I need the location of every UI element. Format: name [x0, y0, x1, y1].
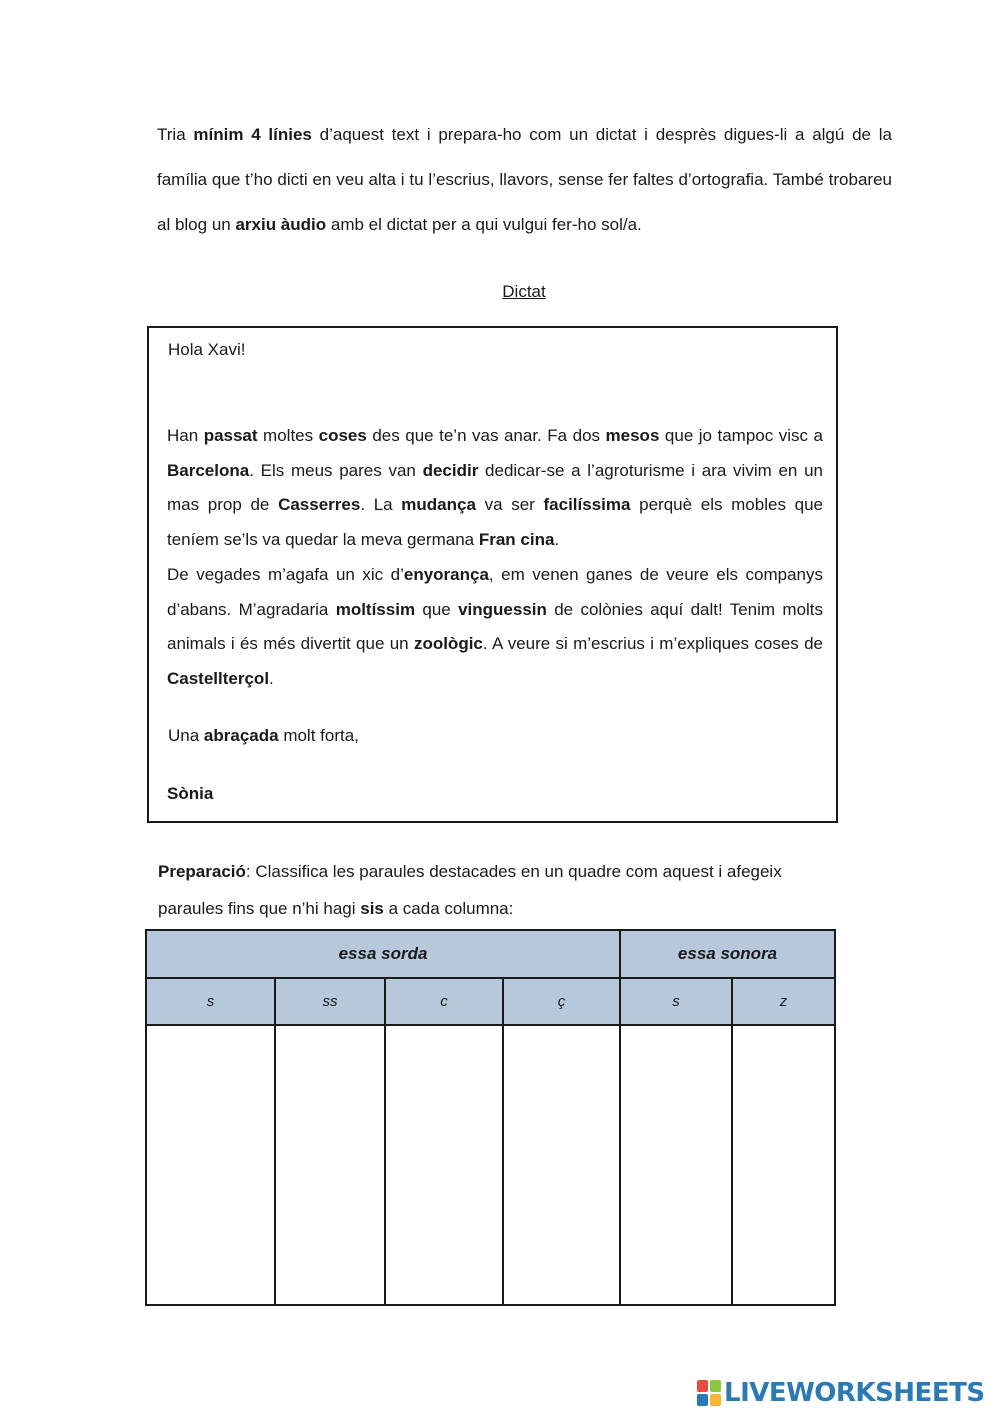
highlighted-word: vinguessin	[458, 599, 547, 619]
letter-text: moltes	[257, 426, 319, 445]
letter-closing	[168, 726, 359, 746]
letter-text: . Els meus pares van	[249, 460, 423, 480]
logo-square	[697, 1394, 708, 1406]
logo-square	[697, 1380, 708, 1392]
letter-text: que jo tampoc visc a	[659, 426, 823, 445]
highlighted-word: Fran cina	[478, 529, 555, 549]
answer-cell-s-sonora[interactable]	[620, 1025, 732, 1305]
letter-text: . La	[360, 495, 402, 514]
column-header-ss: ss	[275, 978, 385, 1025]
dictation-letter-box	[147, 326, 838, 823]
letter-text: . A veure si m’escrius i m’expliques coses de	[482, 634, 823, 653]
letter-text: Han	[167, 426, 204, 445]
highlighted-word: passat	[203, 426, 258, 445]
highlighted-word: facilíssima	[543, 495, 631, 514]
instructions-text: d’aquest text i prepara-ho com un dictat i desprès digues-li a algú de la família que t’ho dicti en veu alta i tu l’escrius, llavors, sense fer faltes d’ortografia. També trobareu al blog un	[157, 125, 892, 234]
highlighted-word: coses	[318, 426, 367, 445]
highlighted-word: Barcelona	[167, 460, 250, 480]
letter-text: que	[415, 599, 459, 619]
instructions-bold-audio-file: arxiu àudio	[235, 215, 327, 234]
preparation-instructions	[158, 853, 838, 927]
letter-text: De vegades m’agafa un xic d’	[167, 565, 404, 584]
letter-text: , em venen ganes de veure els companys d’abans. M’agradaria	[167, 565, 823, 619]
letter-signature: Sònia	[167, 784, 214, 803]
instructions-paragraph	[157, 112, 892, 247]
closing-text: Una	[168, 726, 204, 745]
answer-cell-c[interactable]	[385, 1025, 503, 1305]
highlighted-word: mesos	[605, 426, 660, 445]
column-header-z: z	[732, 978, 835, 1025]
answer-cell-c-cedilla[interactable]	[503, 1025, 620, 1305]
letter-paragraph-1	[167, 419, 823, 557]
answer-cell-z[interactable]	[732, 1025, 835, 1305]
highlighted-word: decidir	[422, 460, 479, 480]
instructions-bold-minimum-lines: mínim 4 línies	[193, 125, 312, 144]
logo-square	[710, 1380, 721, 1392]
answer-cell-ss[interactable]	[275, 1025, 385, 1305]
highlighted-word: mudança	[401, 495, 476, 514]
letter-text: .	[269, 668, 274, 688]
logo-mark-icon	[697, 1380, 721, 1406]
highlighted-word: enyorança	[403, 565, 489, 584]
column-header-s: s	[146, 978, 275, 1025]
column-header-c-cedilla: ç	[503, 978, 620, 1025]
letter-text: des que te’n vas anar. Fa dos	[366, 426, 606, 445]
answer-cell-s[interactable]	[146, 1025, 275, 1305]
instructions-text: amb el dictat per a qui vulgui fer-ho sol/a.	[326, 215, 642, 234]
letter-text: va ser	[475, 495, 544, 514]
highlighted-word: zoològic	[413, 634, 483, 653]
logo-square	[710, 1394, 721, 1406]
column-header-c: c	[385, 978, 503, 1025]
instructions-text: Tria	[157, 125, 194, 144]
letter-text: de colònies aquí dalt! Tenim molts animals i és més divertit que un	[167, 599, 824, 653]
liveworksheets-logo[interactable]	[697, 1378, 985, 1408]
preparation-text: a cada columna:	[383, 899, 514, 918]
letter-text: perquè els mobles que teníem se’ls va quedar la meva germana	[167, 495, 823, 549]
letter-paragraph-2	[167, 558, 823, 696]
letter-greeting: Hola Xavi!	[168, 340, 246, 359]
closing-text: molt forta,	[278, 726, 359, 745]
highlighted-word: Castellterçol	[167, 668, 270, 688]
letter-text: .	[554, 529, 560, 549]
highlighted-word: Casserres	[278, 495, 361, 514]
preparation-bold-six: sis	[360, 899, 384, 918]
logo-text: LIVEWORKSHEETS	[724, 1378, 985, 1408]
classification-table	[145, 929, 836, 1306]
highlighted-word: moltíssim	[335, 599, 416, 619]
header-essa-sonora: essa sonora	[620, 930, 835, 978]
header-essa-sorda: essa sorda	[146, 930, 620, 978]
letter-text: dedicar-se a l’agroturisme i ara vivim en un mas prop de	[167, 460, 823, 514]
preparation-label: Preparació	[158, 862, 246, 881]
preparation-text: : Classifica les paraules destacades en un quadre com aquest i afegeix paraules fins que n’hi hagi	[158, 862, 782, 918]
column-header-s-sonora: s	[620, 978, 732, 1025]
dictation-title: Dictat	[502, 282, 546, 301]
closing-bold-word: abraçada	[203, 726, 279, 745]
